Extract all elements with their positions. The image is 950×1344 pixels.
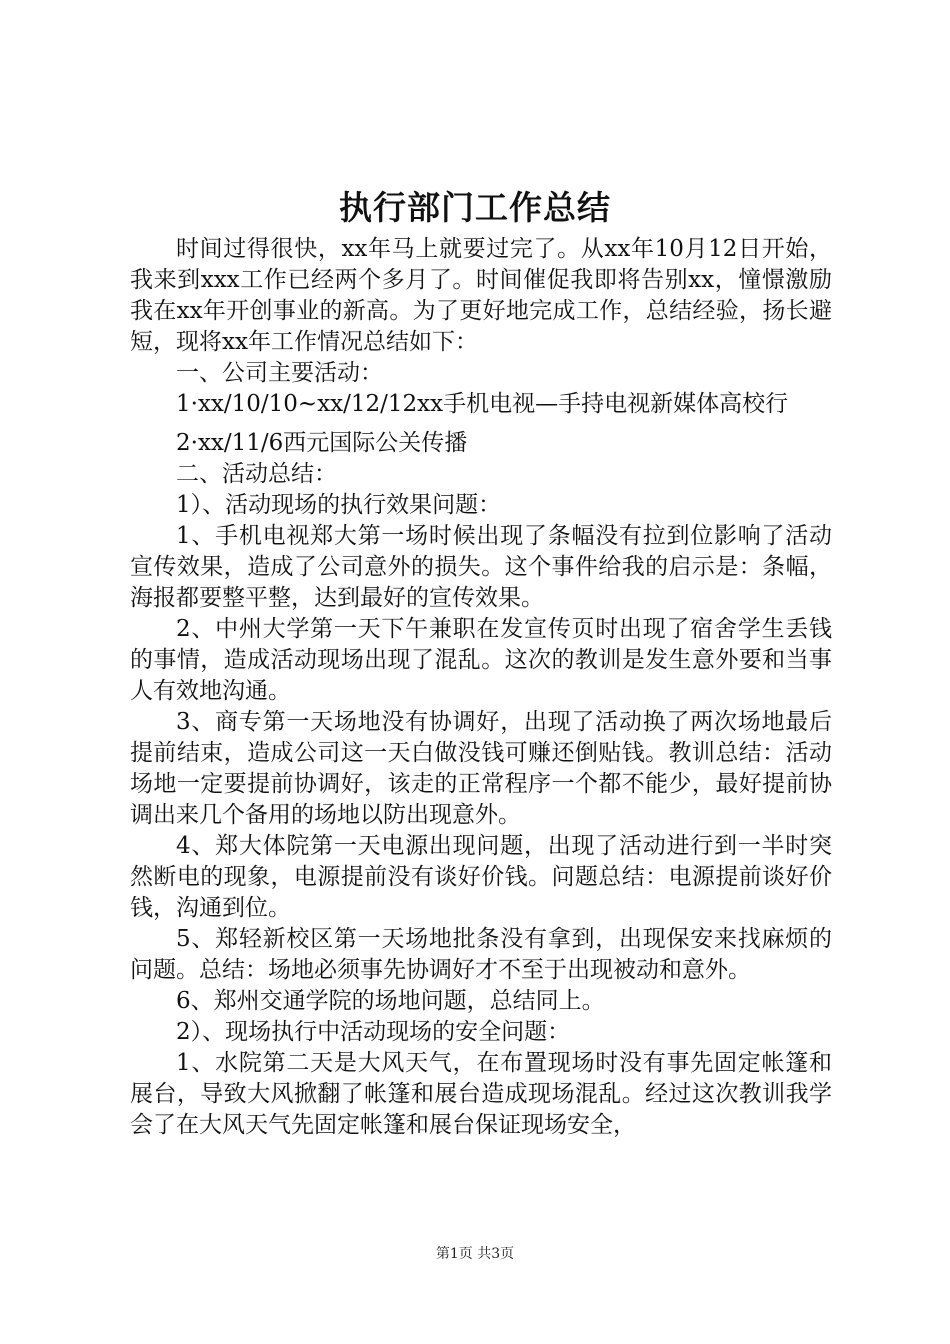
safety-item-1: 1、水院第二天是大风天气，在布置现场时没有事先固定帐篷和展台，导致大风掀翻了帐篷和展台造成现场混乱。经过这次教训我学会了在大风天气先固定帐篷和展台保证现场安全， — [130, 1050, 832, 1138]
activity-item-2: 2·xx/11/6西元国际公关传播 — [176, 430, 468, 456]
section-heading-activities: 一、公司主要活动： — [176, 360, 383, 386]
subsection-heading-execution: 1）、活动现场的执行效果问题： — [176, 492, 502, 518]
document-body — [130, 234, 832, 1141]
summary-item-2: 2、中州大学第一天下午兼职在发宣传页时出现了宿舍学生丢钱的事情，造成活动现场出现了混乱。这次的教训是发生意外要和当事人有效地沟通。 — [130, 616, 832, 704]
summary-item-4: 4、郑大体院第一天电源出现问题，出现了活动进行到一半时突然断电的现象，电源提前没有谈好价钱。问题总结：电源提前谈好价钱，沟通到位。 — [130, 833, 832, 921]
summary-item-3: 3、商专第一天场地没有协调好，出现了活动换了两次场地最后提前结束，造成公司这一天白做没钱可赚还倒贴钱。教训总结：活动场地一定要提前协调好，该走的正常程序一个都不能少，最好提前协调出来几个备用的场地以防出现意外。 — [130, 709, 832, 828]
activity-item-1: 1·xx/10/10~xx/12/12xx手机电视—手持电视新媒体高校行 — [176, 391, 789, 417]
paragraph-intro: 时间过得很快，xx年马上就要过完了。从xx年10月12日开始，我来到xxx工作已经两个多月了。时间催促我即将告别xx，憧憬激励我在xx年开创事业的新高。为了更好地完成工作，总结经验，扬长避短，现将xx年工作情况总结如下： — [130, 236, 832, 355]
summary-item-5: 5、郑轻新校区第一天场地批条没有拿到，出现保安来找麻烦的问题。总结：场地必须事先协调好才不至于出现被动和意外。 — [130, 926, 832, 983]
document-title: 执行部门工作总结 — [339, 188, 611, 227]
section-heading-summary: 二、活动总结： — [176, 461, 337, 487]
subsection-heading-safety: 2）、现场执行中活动现场的安全问题： — [176, 1019, 571, 1045]
summary-item-1: 1、手机电视郑大第一场时候出现了条幅没有拉到位影响了活动宣传效果，造成了公司意外的损失。这个事件给我的启示是：条幅，海报都要整平整，达到最好的宣传效果。 — [130, 523, 832, 611]
summary-item-6: 6、郑州交通学院的场地问题，总结同上。 — [176, 988, 605, 1014]
page-footer: 第1页 共3页 — [435, 1246, 515, 1262]
